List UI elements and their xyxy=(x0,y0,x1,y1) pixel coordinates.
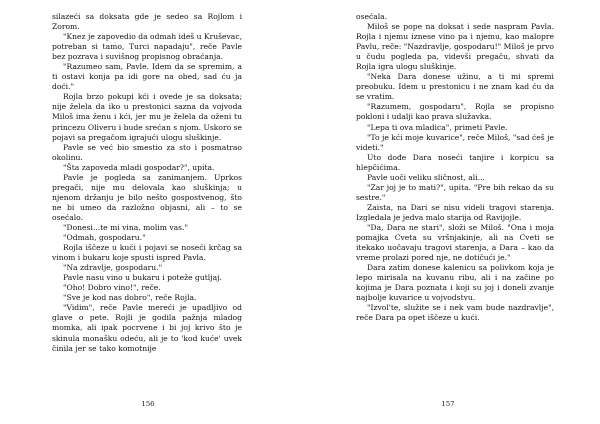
paragraph: "Oho! Dobro vino!", reče. xyxy=(63,283,161,293)
right-page xyxy=(300,0,600,424)
left-page-text xyxy=(52,12,242,354)
paragraph: Zaista, na Dari se nisu videli tragovi starenja. Izgledala je jedva malo starija od Ravijojle. xyxy=(356,202,554,222)
paragraph: "Izvol'te, služite se i nek vam bude nazdravlje", reče Dara pa opet iščeze u kući. xyxy=(356,303,554,323)
paragraph: Uto dođe Dara noseći tanjire i korpicu sa hlepčićima. xyxy=(356,152,554,172)
paragraph: Rojla iščeze u kući i pojavi se noseći krčag sa vinom i bukaru koje spusti ispred Pavla. xyxy=(52,243,242,263)
page-number: 157 xyxy=(441,400,455,408)
paragraph: "Odmah, gospodaru." xyxy=(63,233,146,243)
paragraph: "Na zdravlje, gospodaru." xyxy=(63,263,163,273)
paragraph: "Sve je kod nas dobro", reče Rojla. xyxy=(63,293,197,303)
page-number: 156 xyxy=(141,400,155,408)
paragraph: "To je kći moje kuvarice", reče Miloš, "sad ćeš je videti." xyxy=(356,132,554,152)
paragraph: Pavle se već bio smestio za sto i posmatrao okolinu. xyxy=(52,142,242,162)
paragraph: "Neka Dara donese užinu, a ti mi spremi preobuku. Idem u prestonicu i ne znam kad ću da se vratim. xyxy=(356,72,554,102)
paragraph: "Razumem, gospodaru", Rojla se propisno pokloni i udalji kao prava služavka. xyxy=(356,102,554,122)
paragraph: Dara zatim donese kalenicu sa polivkom koja je lepo mirisala na kuvanu ribu, ali i na začine po kojima je Dara poznata i koji su joj i doneli zvanje najbolje kuvarice u vojvodstvu. xyxy=(356,263,554,303)
paragraph: "Lepa ti ova mladica", primeti Pavle. xyxy=(367,122,508,132)
paragraph: Rojla brzo pokupi kći i ovede je sa doksata; nije želela da iko u prestonici sazna da vojvoda Miloš ima ženu i kći, jer mu je želela da oženi tu princezu Oliveru i bude srećan s njom. Uskoro se pojavi sa pregačom igrajući ulogu sluškinje. xyxy=(52,92,242,142)
paragraph: "Vidim", reče Pavle mereći je upadljivo od glave o pete. Rojli je godila pažnja mladog momka, ali ipak pocrvene i bi joj krivo što je skinula monašku odeću, ali je to 'kod kuće' uvek činila jer se tako komotnije xyxy=(52,303,242,353)
paragraph: "Knez je zapovedio da odmah ideš u Kruševac, potreban si tamo, Turci napadaju", reče Pavle bez pozrava i suvišnog propisnog obraćanja. xyxy=(52,32,242,62)
paragraph: silazeći sa doksata gde je sedeo sa Rojlom i Zorom. xyxy=(52,12,242,32)
paragraph: osećala. xyxy=(356,12,388,21)
paragraph: Miloš se pope na doksat i sede naspram Pavla. Rojla i njemu iznese vino pa i njemu, kao malopre Pavlu, reče: "Nazdravlje, gospodaru!" Miloš je prvo u čudu pogleda pa, videvši pregaču, shvati da Rojla igra ulogu sluškinje. xyxy=(356,22,554,72)
paragraph: Pavle uoči veliku sličnost, ali... xyxy=(367,172,485,182)
paragraph: Pavle je pogleda sa zanimanjem. Uprkos pregači, nije mu delovala kao sluškinja; u njenom držanju je bilo nešto gospostvenog, što ne bi umeo da razložno objasni, ali – to se osećalo. xyxy=(52,172,242,222)
paragraph: "Razumeo sam, Pavle. Idem da se spremim, a ti ostavi konja pa idi gore na obed, sad ću ja doći." xyxy=(52,62,242,92)
paragraph: "Zar joj je to mati?", upita. "Pre bih rekao da su sestre." xyxy=(356,182,554,202)
paragraph: "Šta zapoveda mladi gospodar?", upita. xyxy=(63,162,215,172)
paragraph: Pavle nasu vino u bukaru i potežе gutljaj. xyxy=(63,273,222,283)
paragraph: "Da, Dara ne stari", složi se Miloš. "Ona i moja pomajka Cveta su vršnjakinje, ali na Cveti se itekako uočavaju tragovi starenja, a Dara – kao da vreme prolazi pored nje, ne dotičući je." xyxy=(356,222,554,263)
right-page-text xyxy=(356,12,554,323)
paragraph: "Donesi...te mi vina, molim vas." xyxy=(63,222,188,232)
